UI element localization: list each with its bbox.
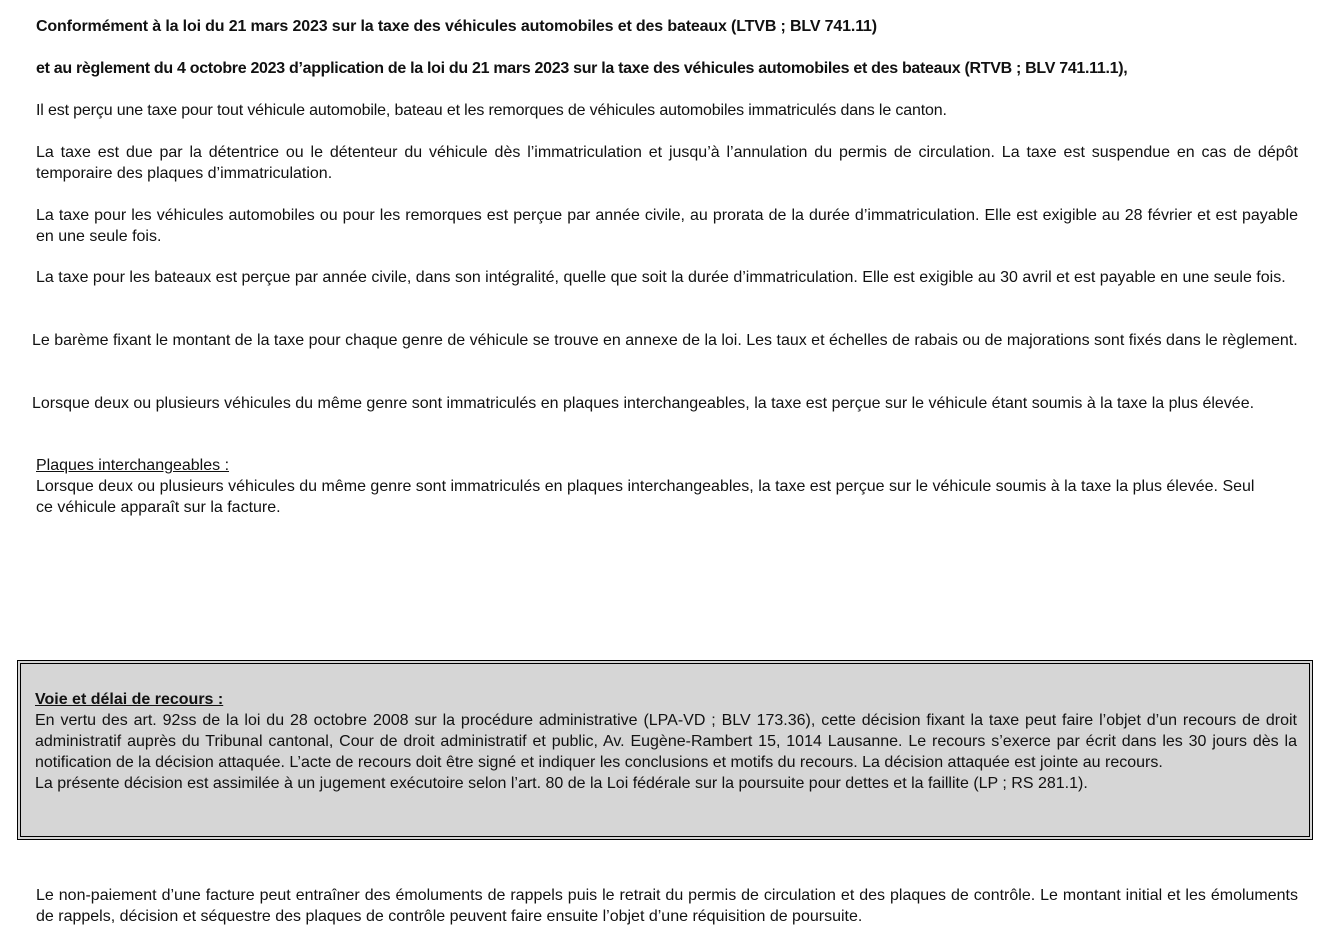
paragraph-vehicle-tax: La taxe pour les véhicules automobiles ou pour les remorques est perçue par année civile, au prorata de la durée d’immatriculation. Elle est exigible au 28 février et est payable en une seule fois. — [36, 207, 1298, 245]
plaques-text: Lorsque deux ou plusieurs véhicules du même genre sont immatriculés en plaques interchangeables, la taxe est perçue sur le véhicule soumis à la taxe la plus élevée. Seul ce véhicule apparaît sur la facture. — [36, 478, 1255, 516]
paragraph-tax-scope: Il est perçu une taxe pour tout véhicule automobile, bateau et les remorques de véhicules automobiles immatriculés dans le canton. — [36, 102, 947, 119]
paragraph-tax-liability: La taxe est due par la détentrice ou le détenteur du véhicule dès l’immatriculation et jusqu’à l’annulation du permis de circulation. La taxe est suspendue en cas de dépôt temporaire des plaques d’immatriculation. — [36, 144, 1298, 182]
appeal-heading: Voie et délai de recours : — [35, 691, 224, 708]
appeal-text: En vertu des art. 92ss de la loi du 28 octobre 2008 sur la procédure administrative (LPA-VD ; BLV 173.36), cette décision fixant la taxe peut faire l’objet d’un recours de droit administratif auprès du Tribunal cantonal, Cour de droit administratif et public, Av. Eugène-Rambert 15, 1014 Lausanne. Le recours s’exerce par écrit dans les 30 jours dès la notification de la décision attaquée. L’acte de recours doit être signé et indiquer les conclusions et motifs du recours. La décision attaquée est jointe au recours. — [35, 712, 1297, 771]
legal-basis-law: Conformément à la loi du 21 mars 2023 sur la taxe des véhicules automobiles et des bateaux (LTVB ; BLV 741.11) — [36, 18, 877, 35]
plaques-heading: Plaques interchangeables : — [36, 457, 230, 474]
appeal-box — [17, 660, 1313, 840]
footer-nonpayment-notice: Le non-paiement d’une facture peut entraîner des émoluments de rappels puis le retrait du permis de circulation et des plaques de contrôle. Le montant initial et les émoluments de rappels, décision et séquestre des plaques de contrôle peuvent faire ensuite l’objet d’une réquisition de poursuite. — [36, 887, 1298, 925]
paragraph-boat-tax: La taxe pour les bateaux est perçue par année civile, dans son intégralité, quelle que soit la durée d’immatriculation. Elle est exigible au 30 avril et est payable en une seule fois. — [36, 269, 1286, 286]
appeal-enforcement-text: La présente décision est assimilée à un jugement exécutoire selon l’art. 80 de la Loi fédérale sur la poursuite pour dettes et la faillite (LP ; RS 281.1). — [35, 775, 1088, 792]
paragraph-interchangeable: Lorsque deux ou plusieurs véhicules du même genre sont immatriculés en plaques interchangeables, la taxe est perçue sur le véhicule étant soumis à la taxe la plus élevée. — [32, 395, 1255, 412]
paragraph-tariff: Le barème fixant le montant de la taxe pour chaque genre de véhicule se trouve en annexe de la loi. Les taux et échelles de rabais ou de majorations sont fixés dans le règlement. — [32, 332, 1298, 349]
appeal-content — [35, 689, 1297, 794]
legal-basis-regulation: et au règlement du 4 octobre 2023 d’application de la loi du 21 mars 2023 sur la taxe des véhicules automobiles et des bateaux (RTVB ; BLV 741.11.1), — [36, 60, 1128, 77]
